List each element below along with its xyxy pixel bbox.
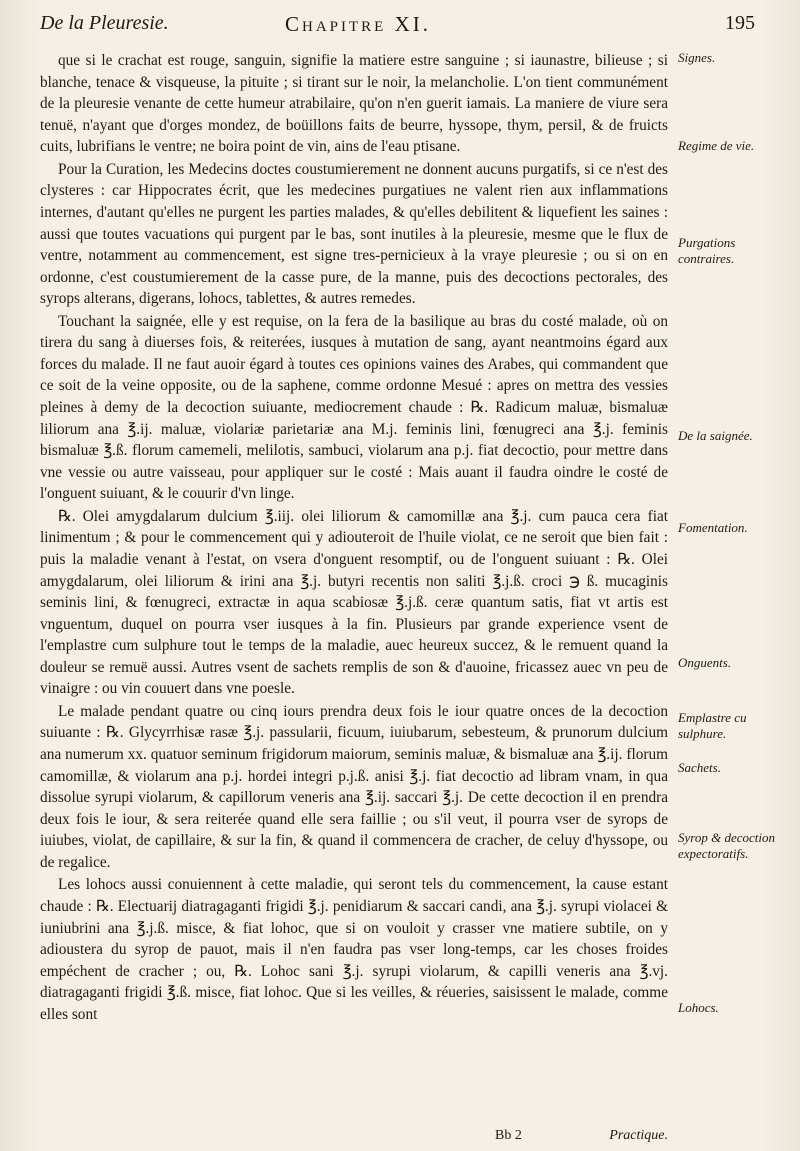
paragraph-onguents: ℞. Olei amygdalarum dulcium ℥.iij. olei liliorum & camomillæ ana ℥.j. cum pauca cera fiat linimentum ; & pour le commencement qui y adiouteroit de l'huile violat, ce ne seroit que bien fait : puis la maladie venant à l'estat, on vsera d'onguent resomptif, ou de l'onguent suiuant : ℞. Olei amygdalarum, olei liliorum & irini ana ℥.j. butyri recentis non saliti ℥.j.ß. croci ℈ ß. mucaginis seminis lini, & fœnugreci, extractæ in aqua scabiosæ ℥.j.ß. ceræ quantum satis, fiat vt artis est vnguentum, duquel on pourra vser iusques à la fin. Plusieurs par grande experience vsent de l'emplastre cum sulphure tout le temps de la maladie, auec heureux succez, & le remuent quand la douleur se remuë aussi. Autres vsent de sachets remplis de son & d'auoine, fricassez auec vn peu de vinaigre : ou vin couuert dans vne poesle.: [40, 507, 668, 698]
chapter-heading: Chapitre XI.: [285, 12, 431, 36]
margin-note-syrop: Syrop & decoction expectoratifs.: [678, 830, 775, 861]
paragraph-decoction: Le malade pendant quatre ou cinq iours prendra deux fois le iour quatre onces de la decoction suiuante : ℞. Glycyrrhisæ rasæ ℥.j. passularii, ficuum, iuiubarum, sebesteum, & prunorum dulcium ana numerum xx. quatuor seminum frigidorum maiorum, seminis maluæ, & bismaluæ ana ℥.ij. florum camomillæ, & violarum ana p.j. hordei integri p.j.ß. anisi ℥.j. fiat decoctio ad libram vnam, in qua dissolue syrupi violarum, & capillorum veneris ana ℥.ij. saccari ℥.j. De cette decoction il en prendra deux fois le iour, & sera reiterée quand elle sera faillie ; ou s'il veut, il pourra vser de syrops de iuiubes, violat, de capillaire, & sur la fin, & quand il commencera de cracher, de celuy d'hyssope, ou de regalice.: [40, 702, 668, 871]
running-title: De la Pleuresie.: [40, 12, 169, 34]
paragraph-lohocs: Les lohocs aussi conuiennent à cette maladie, qui seront tels du commencement, la cause estant chaude : ℞. Electuarij diatragaganti frigidi ℥.j. penidiarum & saccari candi, ana ℥.j. syrupi violacei & iuniubrini ana ℥.j.ß. misce, & fiat lohoc, que si on vouloit y crasser vne matiere subtile, on y adioustera du syrop de pauot, mais il n'en faudra pas vser long-temps, car les choses froides empéchent de cracher ; ou, ℞. Lohoc sani ℥.j. syrupi violarum, & capilli veneris ana ℥.vj. diatragaganti frigidi ℥.ß. misce, fiat lohoc. Que si les veilles, & réueries, saisissent le malade, comme elles sont: [40, 876, 668, 1023]
margin-note-emplastre: Emplastre cu sulphure.: [678, 710, 747, 741]
signature-mark: Bb 2: [495, 1128, 522, 1143]
body-text: [40, 50, 668, 1130]
page-footer: [40, 1128, 668, 1148]
margin-note-onguents: Onguents.: [678, 655, 732, 670]
paragraph-curation: Pour la Curation, les Medecins doctes coustumierement ne donnent aucuns purgatifs, si ce n'est des clysteres : car Hippocrates écrit, que les medecines purgatiues ne valent rien aux inflammations internes, d'autant qu'elles ne purgent les parties malades, & qu'elles debilitent & liquefient les saines : aussi que toutes vacuations qui purgent par le bas, sont inutiles à la pleuresie, mesme que le flux de ventre, notamment au commencement, est signe tres-pernicieux à la vraye pleuresie ; ou si on en ordonne, c'est coustumierement de la casse pure, de la manne, puis des decoctions pectorales, des syrops alterans, digerans, lohocs, tablettes, & autres remedes.: [40, 160, 668, 308]
margin-note-saignee: De la saignée.: [678, 428, 753, 443]
paragraph-saignee: Touchant la saignée, elle y est requise, on la fera de la basilique au bras du costé malade, où on tirera du sang à diuerses fois, & reiterées, iusques à mutation de sang, ayant neantmoins égard aux forces du malade. Il ne faut auoir égard à toutes ces opinions vaines des Arabes, qui commandent que ce soit de la veine opposite, ou de la saphene, comme ordonne Mesué : apres on mettra des vessies pleines à demy de la decoction suiuante, mediocrement chaude : ℞. Radicum maluæ, bismaluæ liliorum ana ℥.ij. maluæ, violariæ parietariæ ana M.j. feminis lini, fœnugreci ana ℥.j. feminis bismaluæ ℥.ß. florum camemeli, melilotis, sambuci, violarum ana p.j. fiat decoctio, pour mettre dans vne vessie ou autre vaisseau, pour appliquer sur le costé : Mais auant il faudra oindre le costé de l'onguent suiuant, & le couurir d'vn linge.: [40, 312, 668, 503]
page-number: 195: [725, 12, 755, 34]
paragraph-signes: que si le crachat est rouge, sanguin, signifie la matiere estre sanguine ; si iaunastre, bilieuse ; si blanche, tenace & visqueuse, la pituite ; si tirant sur le noir, la melancholie. L'on tient communément de la pleuresie venante de cette humeur atrabilaire, qu'on n'en guerit iamais. La maniere de viure sera tenuë, n'ayant que d'orges mondez, de boüillons faits de beurre, hyssope, thym, persil, & de fruicts cuits, lubrifians le ventre; ne boira point de vin, ains de l'eau ptisane.: [40, 52, 668, 156]
margin-note-sachets: Sachets.: [678, 760, 721, 775]
page-header: [30, 10, 770, 38]
margin-note-purgations: Purgations contraires.: [678, 235, 736, 266]
catchword: Practique.: [609, 1128, 668, 1143]
margin-notes: [678, 50, 793, 1130]
margin-note-fomentation: Fomentation.: [678, 520, 748, 535]
margin-note-lohocs: Lohocs.: [678, 1000, 719, 1015]
margin-note-signes: Signes.: [678, 50, 716, 65]
margin-note-regime: Regime de vie.: [678, 138, 755, 153]
